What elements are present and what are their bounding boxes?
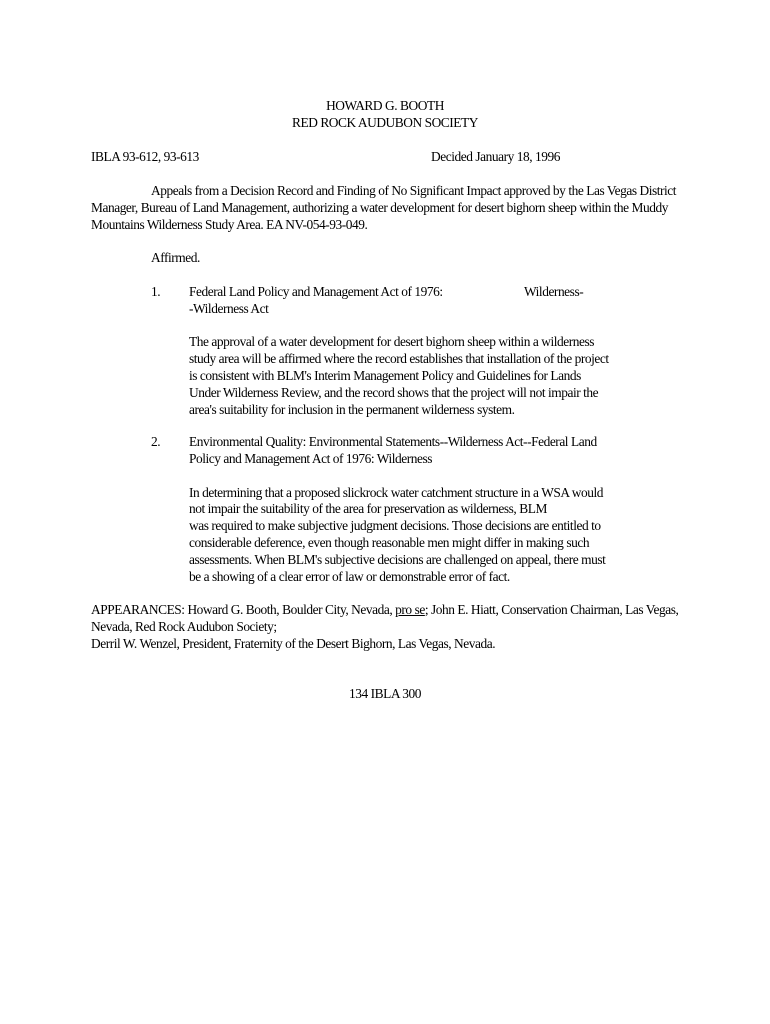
appearances-text: ; John E. Hiatt, Conservation Chairman, Las Vegas, [424, 602, 679, 617]
appellant-name: HOWARD G. BOOTH [326, 98, 444, 113]
headnote-body-line: not impair the suitability of the area for preservation as wilderness, BLM [189, 501, 547, 516]
appearances-text: APPEARANCES: Howard G. Booth, Boulder City, Nevada, [91, 602, 396, 617]
appearances-line: Derril W. Wenzel, President, Fraternity of the Desert Bighorn, Las Vegas, Nevada. [91, 636, 496, 651]
headnote-body-line: The approval of a water development for desert bighorn sheep within a wilderness [189, 334, 595, 349]
headnote-body-line: considerable deference, even though reasonable men might differ in making such [189, 535, 590, 550]
headnote-body-line: was required to make subjective judgment decisions. Those decisions are entitled to [189, 518, 601, 533]
headnote-topic-continuation: Wilderness- [524, 284, 584, 299]
docket-number: IBLA 93-612, 93-613 [91, 149, 199, 164]
decision-date: Decided January 18, 1996 [431, 149, 561, 164]
headnote-number: 1. [151, 284, 161, 299]
appearances-line: Nevada, Red Rock Audubon Society; [91, 619, 277, 634]
headnote-number: 2. [151, 434, 161, 449]
appearances-line [91, 601, 678, 618]
headnote-topic: Environmental Quality: Environmental Statements--Wilderness Act--Federal Land [189, 434, 597, 449]
intro-line: Manager, Bureau of Land Management, authorizing a water development for desert bighorn sheep within the Muddy [91, 200, 668, 215]
headnote-topic: -Wilderness Act [189, 301, 269, 316]
intro-line: Mountains Wilderness Study Area. EA NV-054-93-049. [91, 217, 368, 232]
headnote-body-line: is consistent with BLM's Interim Management Policy and Guidelines for Lands [189, 368, 581, 383]
headnote-topic: Policy and Management Act of 1976: Wilderness [189, 451, 433, 466]
disposition: Affirmed. [151, 250, 200, 265]
page-citation: 134 IBLA 300 [349, 686, 421, 701]
headnote-body-line: study area will be affirmed where the record establishes that installation of the project [189, 351, 609, 366]
appellant-organization: RED ROCK AUDUBON SOCIETY [292, 115, 478, 130]
headnote-body-line: assessments. When BLM's subjective decisions are challenged on appeal, there must [189, 552, 606, 567]
pro-se-term: pro se [395, 602, 425, 617]
headnote-body-line: In determining that a proposed slickrock water catchment structure in a WSA would [189, 485, 603, 500]
headnote-body-line: Under Wilderness Review, and the record shows that the project will not impair the [189, 385, 599, 400]
headnote-body-line: be a showing of a clear error of law or demonstrable error of fact. [189, 569, 510, 584]
intro-line: Appeals from a Decision Record and Finding of No Significant Impact approved by the Las Vegas District [151, 183, 677, 198]
headnote-topic: Federal Land Policy and Management Act of 1976: [189, 284, 443, 299]
headnote-body-line: area's suitability for inclusion in the permanent wilderness system. [189, 402, 515, 417]
